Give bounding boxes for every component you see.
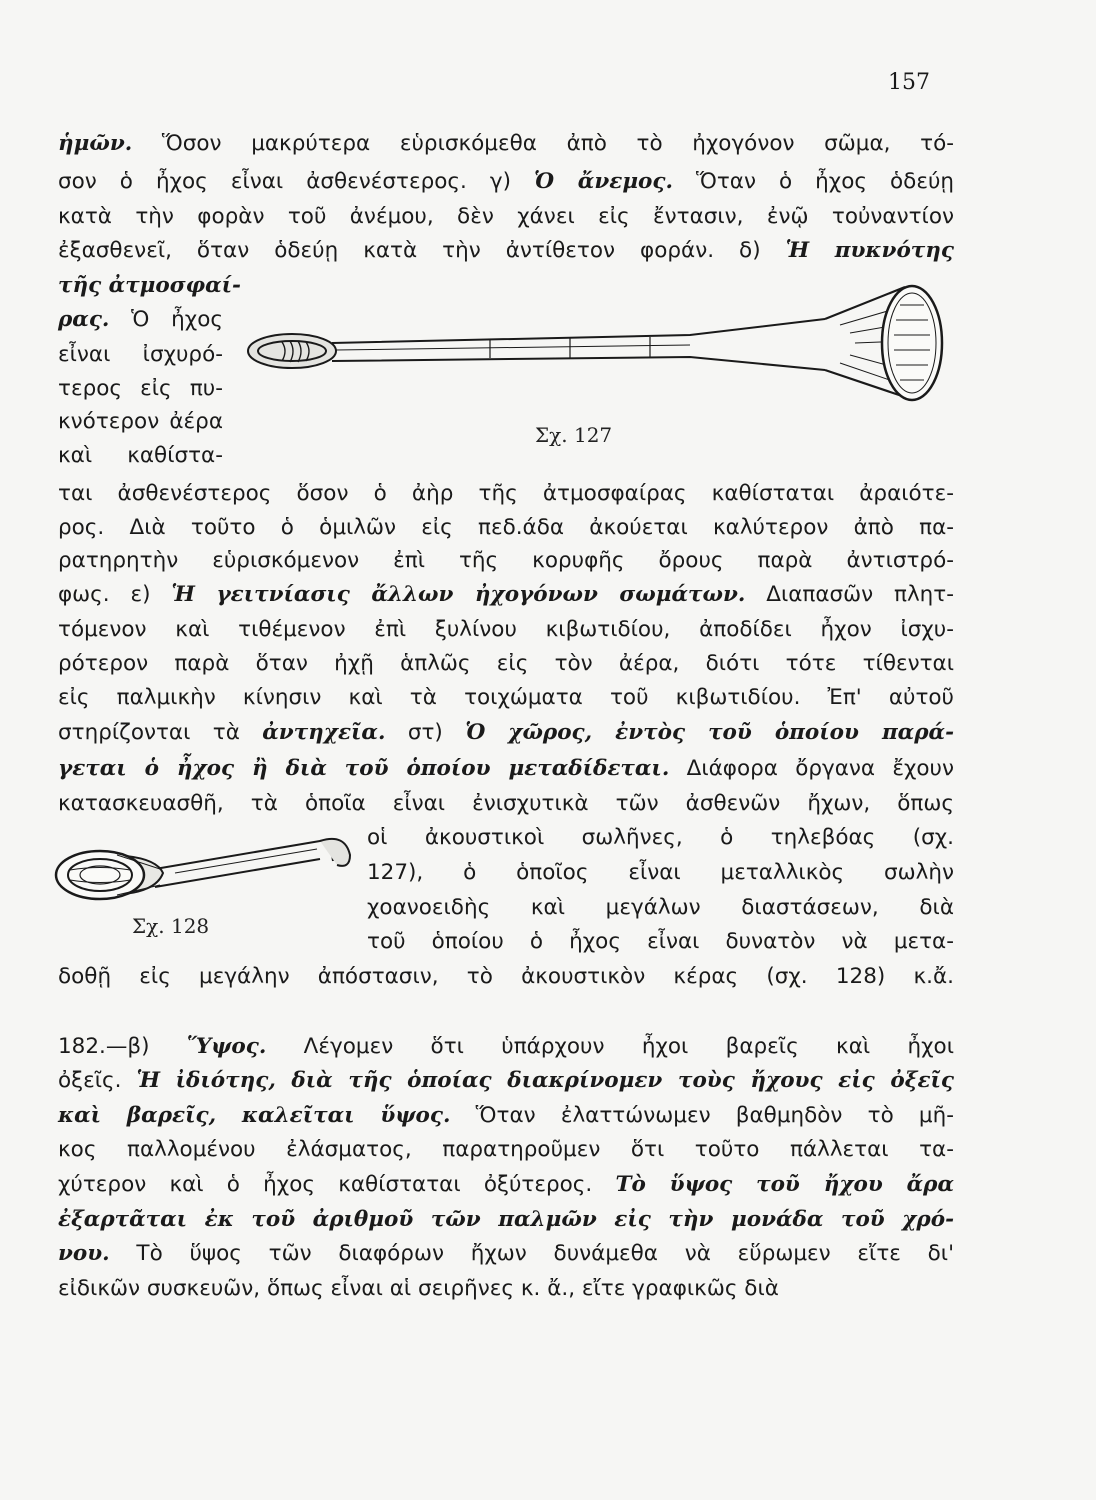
body-text: 127), ὁ ὁποῖος εἶναι μεταλλικὸς σωλὴν xyxy=(367,860,954,885)
body-text: εἰδικῶν συσκευῶν, ὅπως εἶναι αἱ σειρῆνες κ. ἄ., εἴτε γραφικῶς διὰ xyxy=(58,1276,779,1301)
emphasis-text: Ἡ πυκνότης xyxy=(785,238,954,263)
body-text: Ὅσον μακρύτερα εὑρισκόμεθα ἀπὸ τὸ ἠχογόνον σῶμα, τό- xyxy=(132,131,954,156)
figure-caption: Σχ. 128 xyxy=(132,914,210,938)
text-line xyxy=(58,754,954,784)
text-line xyxy=(58,513,954,543)
text-line xyxy=(58,202,954,232)
body-text: ρατηρητὴν εὑρισκόμενον ἐπὶ τῆς κορυφῆς ὄρους παρὰ ἀντιστρό- xyxy=(58,548,954,573)
text-line xyxy=(58,649,954,679)
text-line xyxy=(367,823,954,853)
body-text: κνότερον ἀέρα xyxy=(58,409,223,434)
text-line xyxy=(58,615,954,645)
text-line xyxy=(58,580,954,610)
body-text: τόμενον καὶ τιθέμενον ἐπὶ ξυλίνου κιβωτιδίου, ἀποδίδει ἦχον ἰσχυ- xyxy=(58,617,954,642)
text-line xyxy=(58,167,954,197)
text-line xyxy=(58,1239,954,1269)
emphasis-text: Ὁ ἄνεμος. xyxy=(534,169,673,194)
text-line xyxy=(58,1205,954,1235)
body-text: ται ἀσθενέστερος ὅσον ὁ ἀὴρ τῆς ἀτμοσφαίρας καθίσταται ἀραιότε- xyxy=(58,481,954,506)
emphasis-text: Τὸ ὕψος τοῦ ἤχου ἄρα xyxy=(615,1172,954,1197)
body-text: κατὰ τὴν φορὰν τοῦ ἀνέμου, δὲν χάνει εἰς ἔντασιν, ἐνῷ τοὐναντίον xyxy=(58,204,954,229)
body-text: Ὅταν ὁ ἦχος ὁδεύῃ xyxy=(672,169,955,194)
body-text: οἱ ἀκουστικοὶ σωλῆνες, ὁ τηλεβόας (σχ. xyxy=(367,825,954,850)
body-text: Ὅταν ἐλαττώνωμεν βαθμηδὸν τὸ μῆ- xyxy=(450,1103,954,1128)
text-line xyxy=(367,858,954,888)
body-text: Ὁ ἦχος xyxy=(109,307,223,332)
body-text: Διαπασῶν πλητ- xyxy=(745,582,955,607)
emphasis-text: νου. xyxy=(58,1241,110,1266)
emphasis-text: Ὕψος. xyxy=(186,1034,267,1059)
body-text: Λέγομεν ὅτι ὑπάρχουν ἦχοι βαρεῖς καὶ ἦχοι xyxy=(266,1034,954,1059)
text-line xyxy=(58,129,954,159)
body-text: 182.—β) xyxy=(58,1034,187,1059)
body-text: ἐξασθενεῖ, ὅταν ὁδεύῃ κατὰ τὴν ἀντίθετον φοράν. δ) xyxy=(58,238,786,263)
body-text: φως. ε) xyxy=(58,582,172,607)
body-text: Τὸ ὕψος τῶν διαφόρων ἤχων δυνάμεθα νὰ εὕρωμεν εἴτε δι' xyxy=(109,1241,954,1266)
text-line xyxy=(58,374,223,404)
emphasis-text: Ἡ ἰδιότης, διὰ τῆς ὁποίας διακρίνομεν τοὺς ἤχους εἰς ὀξεῖς xyxy=(136,1068,955,1093)
emphasis-text: Ἡ γειτνίασις ἄλλων ἠχογόνων σωμάτων. xyxy=(171,582,746,607)
emphasis-text: Ὁ χῶρος, ἐντὸς τοῦ ὁποίου παρά- xyxy=(465,720,954,745)
text-line xyxy=(367,893,954,923)
text-line xyxy=(58,1274,954,1304)
emphasis-text: ρας. xyxy=(58,307,110,332)
text-line xyxy=(58,683,954,713)
text-line xyxy=(58,305,223,335)
figure-caption: Σχ. 127 xyxy=(535,423,613,447)
ear-trumpet-figure xyxy=(45,825,360,925)
text-line xyxy=(58,407,223,437)
text-line xyxy=(58,441,223,471)
acoustic-tube-figure xyxy=(240,275,960,435)
text-line xyxy=(58,546,954,576)
text-line xyxy=(58,1170,954,1200)
emphasis-text: καὶ βαρεῖς, καλεῖται ὕψος. xyxy=(58,1103,451,1128)
text-line xyxy=(58,479,954,509)
emphasis-text: τῆς ἀτμοσφαί- xyxy=(58,273,241,298)
body-text: ρότερον παρὰ ὅταν ἠχῇ ἁπλῶς εἰς τὸν ἀέρα, διότι τότε τίθενται xyxy=(58,651,954,676)
text-line xyxy=(58,789,954,819)
page-number: 157 xyxy=(888,70,930,95)
body-text: τοῦ ὁποίου ὁ ἦχος εἶναι δυνατὸν νὰ μετα- xyxy=(367,929,954,954)
text-line xyxy=(367,927,954,957)
text-line xyxy=(58,1135,954,1165)
text-line xyxy=(58,962,954,992)
body-text: κος παλλομένου ἐλάσματος, παρατηροῦμεν ὅτι τοῦτο πάλλεται τα- xyxy=(58,1137,954,1162)
text-line xyxy=(58,1066,954,1096)
body-text: εἶναι ἰσχυρό- xyxy=(58,342,223,367)
body-text: σον ὁ ἦχος εἶναι ἀσθενέστερος. γ) xyxy=(58,169,535,194)
body-text: Διάφορα ὄργανα ἔχουν xyxy=(669,756,954,781)
body-text: χοανοειδὴς καὶ μεγάλων διαστάσεων, διὰ xyxy=(367,895,954,920)
text-line xyxy=(58,1101,954,1131)
body-text: κατασκευασθῆ, τὰ ὁποῖα εἶναι ἐνισχυτικὰ τῶν ἀσθενῶν ἤχων, ὅπως xyxy=(58,791,954,816)
emphasis-text: ἐξαρτᾶται ἐκ τοῦ ἀριθμοῦ τῶν παλμῶν εἰς τὴν μονάδα τοῦ χρό- xyxy=(58,1207,954,1232)
text-line xyxy=(58,1032,954,1062)
body-text: ρος. Διὰ τοῦτο ὁ ὁμιλῶν εἰς πεδ.άδα ἀκούεται καλύτερον ἀπὸ πα- xyxy=(58,515,954,540)
emphasis-text: γεται ὁ ἦχος ἢ διὰ τοῦ ὁποίου μεταδίδεται. xyxy=(58,756,670,781)
emphasis-text: ἀντηχεῖα. xyxy=(262,720,386,745)
body-text: στ) xyxy=(385,720,466,745)
body-text: καὶ καθίστα- xyxy=(58,443,223,468)
body-text: τερος εἰς πυ- xyxy=(58,376,223,401)
body-text: δοθῇ εἰς μεγάλην ἀπόστασιν, τὸ ἀκουστικὸν κέρας (σχ. 128) κ.ἄ. xyxy=(58,964,954,989)
text-line xyxy=(58,236,954,266)
text-line xyxy=(58,340,223,370)
body-text: εἰς παλμικὴν κίνησιν καὶ τὰ τοιχώματα τοῦ κιβωτιδίου. Ἐπ' αὐτοῦ xyxy=(58,685,954,710)
body-text: στηρίζονται τὰ xyxy=(58,720,263,745)
text-line xyxy=(58,718,954,748)
body-text: χύτερον καὶ ὁ ἦχος καθίσταται ὀξύτερος. xyxy=(58,1172,616,1197)
emphasis-text: ἡμῶν. xyxy=(58,131,133,156)
body-text: ὀξεῖς. xyxy=(58,1068,137,1093)
text-line xyxy=(58,271,241,301)
